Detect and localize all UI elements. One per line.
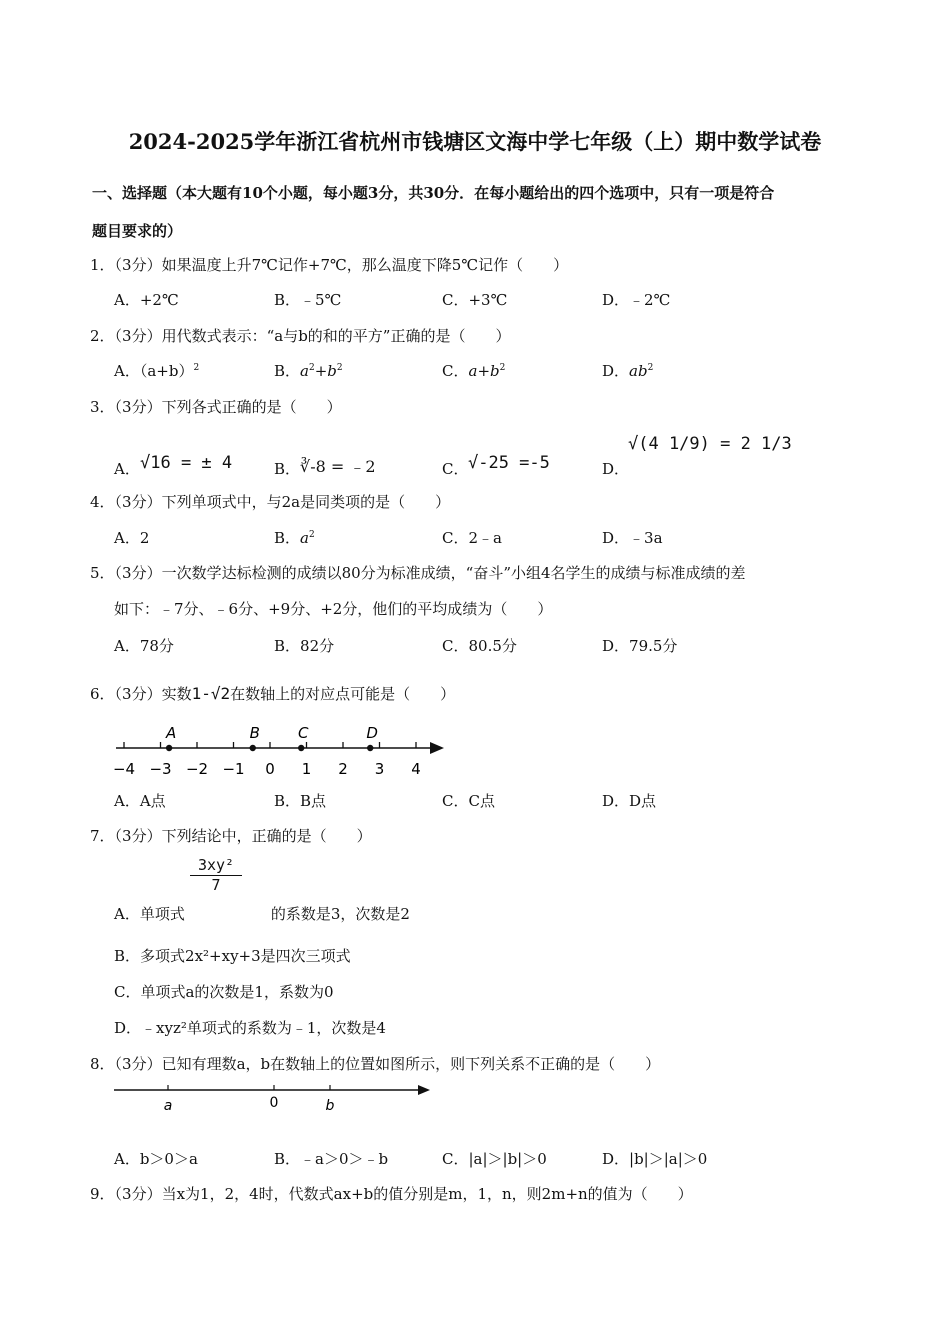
tick-label-6: 2 [338,760,348,778]
q1-option-d: D．﹣2℃ [602,291,671,309]
tick-label-7: 3 [374,760,385,778]
label-b: b [325,1098,335,1114]
q1-option-a: A．+2℃ [114,291,179,309]
q2-option-d: D．$ab^2$ [602,362,654,380]
q2-option-c: C．$a+b^2$ [442,362,506,380]
question-3: 3．（3分）下列各式正确的是（ ） [90,398,342,416]
question-7: 7．（3分）下列结论中，正确的是（ ） [90,827,372,845]
q4-option-b: B．$a^2$ [274,529,315,547]
point-label-C: C [297,724,309,742]
question-6: 6．（3分）实数1-√2在数轴上的对应点可能是（ ） [90,684,456,703]
question-9: 9．（3分）当x为1，2，4时，代数式ax+b的值分别是m，1，n，则2m+n的值为（ ） [90,1185,693,1203]
axis-arrow [430,742,444,754]
point-B [250,745,256,751]
point-A [166,745,172,751]
q6-option-c: C．C点 [442,792,495,810]
q6-option-a: A．A点 [114,792,166,810]
q5-option-c: C．80.5分 [442,637,517,655]
tick-label-5: 1 [301,760,312,778]
q2-option-b: B．$a^2+b^2$ [274,362,343,380]
question-5: 5．（3分）一次数学达标检测的成绩以80分为标准成绩，“奋斗”小组4名学生的成绩与标准成绩的差 [90,564,746,582]
q5-option-d: D．79.5分 [602,637,678,655]
question-1: 1．（3分）如果温度上升7℃记作+7℃，那么温度下降5℃记作（ ） [90,256,569,274]
q3-option-a-label: A． [114,460,140,478]
q3-option-a-expr: √16 = ± 4 [140,453,233,473]
q8-number-line [110,1080,440,1116]
tick-label-8: 4 [411,760,421,778]
q3-option-b-label: B． [274,460,301,478]
q8-option-a: A．b＞0＞a [114,1150,198,1168]
q6-number-line [110,718,455,780]
tick-label-1: −3 [149,760,172,778]
q7-fraction [190,856,242,894]
point-label-B: B [249,724,260,742]
fraction-numerator: 3xy² [190,856,242,876]
label-a: a [163,1098,173,1114]
tick-label-0: −4 [112,760,136,778]
q3-option-c-label: C． [442,460,469,478]
q3-option-d-expr: √(4 1/9) = 2 1/3 [628,434,792,454]
q4-option-d: D．﹣3a [602,529,663,547]
q6-option-d: D．D点 [602,792,657,810]
question-2: 2．（3分）用代数式表示：“a与b的和的平方”正确的是（ ） [90,327,511,345]
page-title: 2024-2025学年浙江省杭州市钱塘区文海中学七年级（上）期中数学试卷 [128,129,822,154]
q7-option-c: C．单项式a的次数是1，系数为0 [114,983,334,1001]
tick-label-2: −2 [185,760,209,778]
q4-option-c: C．2﹣a [442,529,502,547]
q8-option-b: B．﹣a＞0＞﹣b [274,1150,389,1168]
q7-option-b: B．多项式2x²+xy+3是四次三项式 [114,947,351,965]
q1-option-c: C．+3℃ [442,291,508,309]
q4-option-a: A．2 [114,529,150,547]
q3-option-b-expr: ∛-8 = ﹣2 [300,457,376,476]
fraction-denominator: 7 [211,876,221,894]
point-C [298,745,304,751]
q5-option-b: B．82分 [274,637,335,655]
q7-option-d: D．﹣xyz²单项式的系数为﹣1，次数是4 [114,1019,386,1037]
q3-option-d-label: D． [602,460,630,478]
q1-option-b: B．﹣5℃ [274,291,342,309]
point-label-D: D [366,724,378,742]
q2-option-a: A．$(a+b)^2$ [114,362,200,380]
q5-option-a: A．78分 [114,637,174,655]
q7-option-a: A．单项式 的系数是3，次数是2 [114,905,410,923]
section-heading-cont: 题目要求的） [92,222,183,240]
q6-option-b: B．B点 [274,792,327,810]
point-D [367,745,373,751]
question-5-cont: 如下：﹣7分、﹣6分、+9分、+2分，他们的平均成绩为（ ） [114,600,553,618]
label-zero: 0 [269,1095,279,1111]
q3-option-c-expr: √-25 =-5 [468,453,550,473]
tick-label-4: 0 [265,760,275,778]
question-8: 8．（3分）已知有理数a，b在数轴上的位置如图所示，则下列关系不正确的是（ ） [90,1055,661,1073]
question-4: 4．（3分）下列单项式中，与2a是同类项的是（ ） [90,493,451,511]
tick-label-3: −1 [222,760,245,778]
q8-option-d: D．|b|＞|a|＞0 [602,1150,708,1168]
point-label-A: A [165,724,177,742]
axis-arrow [418,1085,430,1095]
section-heading: 一、选择题（本大题有10个小题，每小题3分，共30分．在每小题给出的四个选项中，只有一项是符合 [92,184,775,202]
q8-option-c: C．|a|＞|b|＞0 [442,1150,547,1168]
